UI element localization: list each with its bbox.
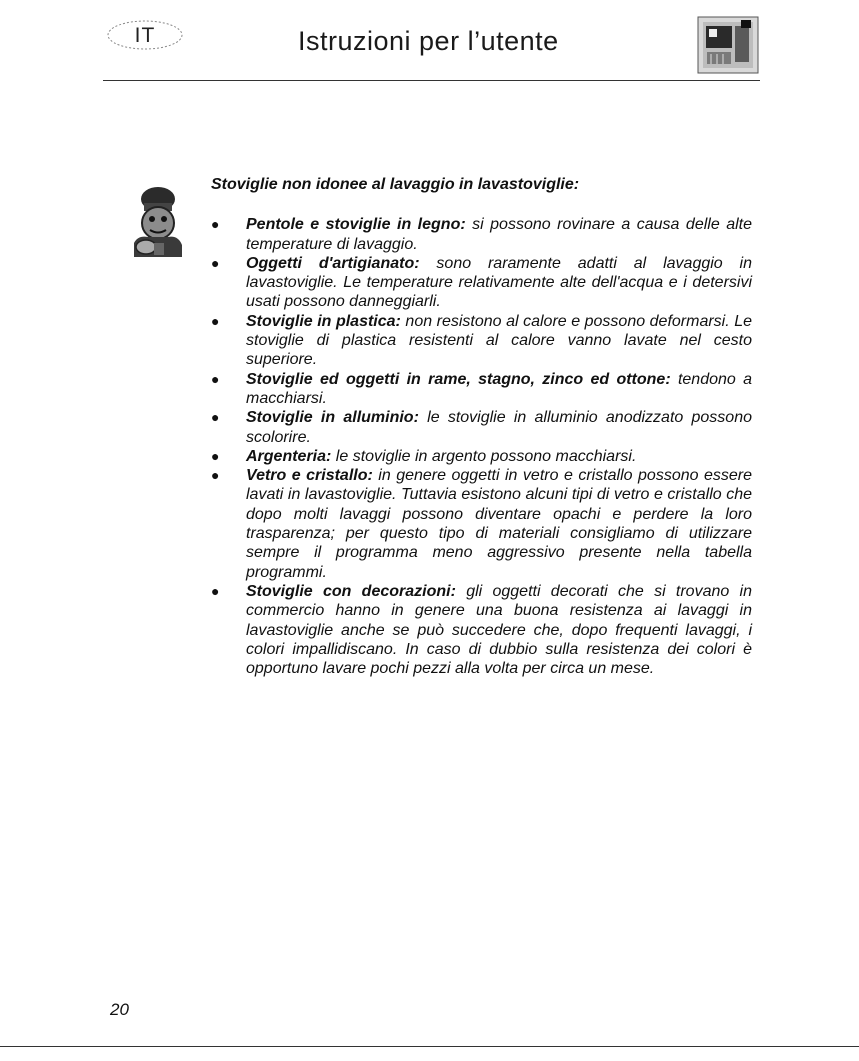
list-item bbox=[211, 582, 752, 678]
page-number: 20 bbox=[110, 1000, 129, 1019]
language-code: IT bbox=[134, 24, 156, 47]
bullet-icon: ● bbox=[211, 582, 220, 599]
item-text: non resistono al calore e possono deformarsi. Le stoviglie di plastica resistenti al calore vanno lavate nel cesto superiore. bbox=[246, 312, 753, 369]
page-title: Istruzioni per l’utente bbox=[298, 26, 559, 56]
item-text: gli oggetti decorati che si trovano in commercio hanno in genere una buona resistenza ai lavaggi in lavastoviglie anche se può succedere che, dopo frequenti lavaggi, i colori impallidiscano. In caso di dubbio sulla resistenza dei colori è opportuno lavare pochi pezzi alla volta per circa un mese. bbox=[246, 582, 753, 678]
warning-cook-icon bbox=[128, 185, 186, 260]
list-item bbox=[211, 215, 752, 254]
bullet-icon: ● bbox=[211, 216, 220, 233]
bullet-icon: ● bbox=[211, 312, 220, 329]
item-term: Stoviglie in alluminio: bbox=[246, 409, 419, 427]
list-item bbox=[211, 312, 752, 370]
list-item bbox=[211, 408, 752, 447]
header-divider bbox=[103, 80, 760, 81]
bullet-icon: ● bbox=[211, 447, 220, 464]
item-term: Pentole e stoviglie in legno: bbox=[246, 216, 466, 234]
language-badge bbox=[105, 18, 185, 52]
content-section bbox=[211, 175, 752, 678]
bullet-icon: ● bbox=[211, 254, 220, 271]
list-item bbox=[211, 370, 752, 409]
list-item bbox=[211, 254, 752, 312]
item-text: in genere oggetti in vetro e cristallo possono essere lavati in lavastoviglie. Tuttavia esistono alcuni tipi di vetro e cristallo che dopo molti lavaggi possono diventare opachi e perdere la loro trasparenza; per questo tipo di materiali consigliamo di utilizzare sempre il programma meno aggressivo presente nella tabella programmi. bbox=[246, 467, 752, 581]
item-term: Vetro e cristallo: bbox=[246, 467, 373, 485]
unsuitable-items-list bbox=[211, 215, 752, 678]
item-term: Stoviglie con decorazioni: bbox=[246, 582, 456, 600]
dishwasher-icon bbox=[697, 16, 759, 74]
bullet-icon: ● bbox=[211, 409, 220, 426]
item-term: Oggetti d'artigianato: bbox=[246, 254, 420, 272]
bullet-icon: ● bbox=[211, 370, 220, 387]
bullet-icon: ● bbox=[211, 467, 220, 484]
item-text: tendono a macchiarsi. bbox=[246, 370, 752, 407]
item-term: Stoviglie in plastica: bbox=[246, 312, 401, 330]
item-text: le stoviglie in argento possono macchiarsi. bbox=[331, 447, 637, 465]
list-item bbox=[211, 447, 752, 466]
item-text: sono raramente adatti al lavaggio in lavastoviglie. Le temperature relativamente alte dell'acqua e i detersivi usati possono danneggiarli. bbox=[246, 254, 753, 311]
item-text: le stoviglie in alluminio anodizzato possono scolorire. bbox=[246, 409, 752, 446]
item-term: Argenteria: bbox=[246, 447, 332, 465]
list-item bbox=[211, 466, 752, 582]
section-title: Stoviglie non idonee al lavaggio in lavastoviglie: bbox=[211, 176, 580, 193]
item-term: Stoviglie ed oggetti in rame, stagno, zinco ed ottone: bbox=[246, 370, 671, 388]
item-text: si possono rovinare a causa delle alte temperature di lavaggio. bbox=[246, 216, 752, 253]
footer-divider bbox=[0, 1046, 859, 1047]
